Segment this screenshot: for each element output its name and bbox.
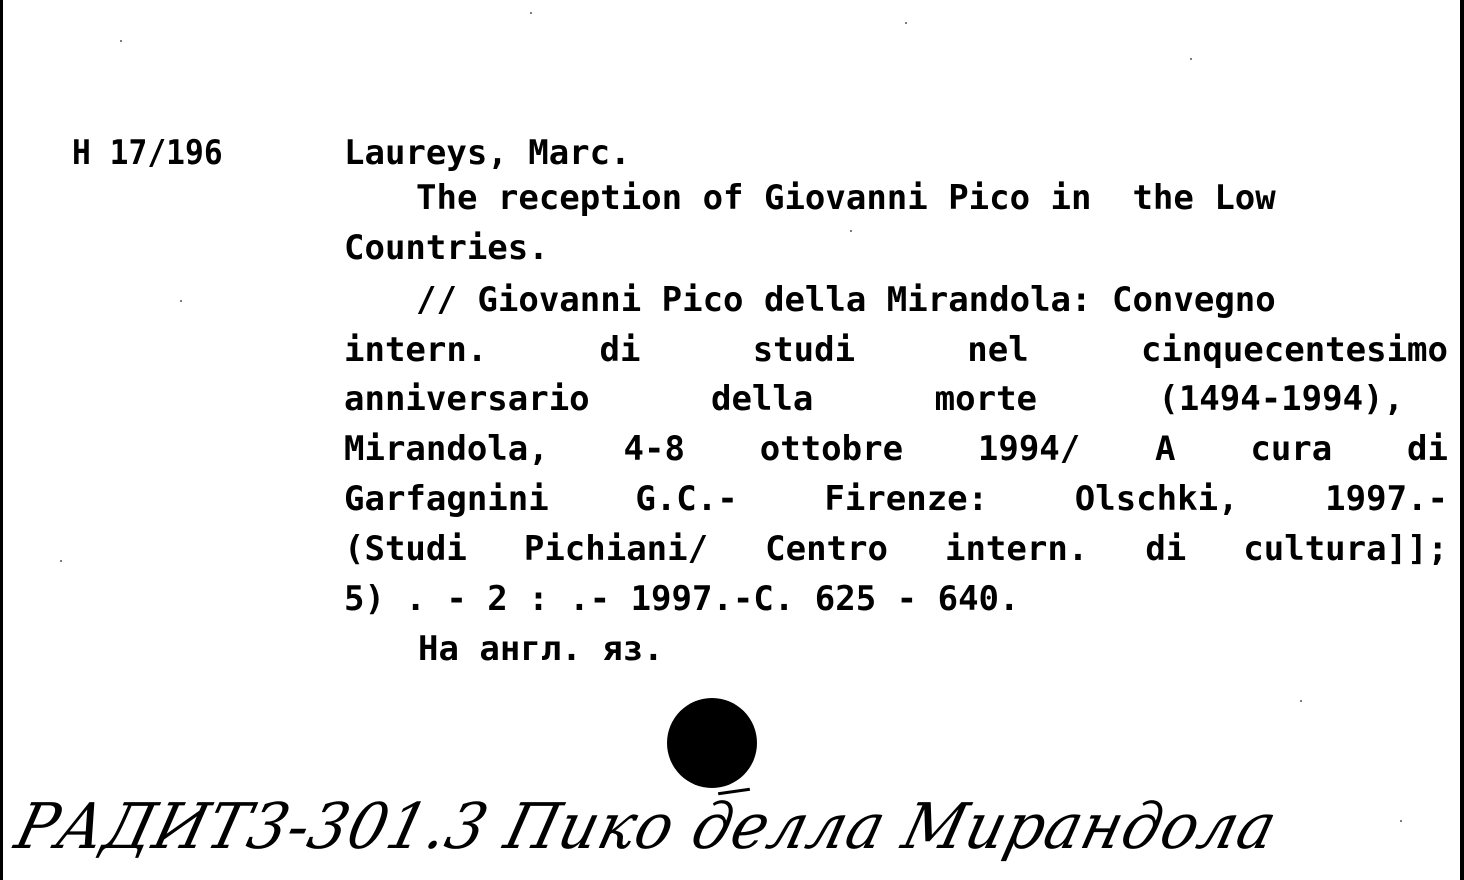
shelfmark: H 17/196 — [72, 133, 223, 173]
source-line-5: Garfagnini G.C.- Firenze: Olschki, 1997.- — [344, 479, 1448, 519]
card-punch-hole — [667, 698, 757, 788]
source-line-1: // Giovanni Pico della Mirandola: Convegno — [416, 280, 1276, 320]
source-line-7: 5) . - 2 : .- 1997.-C. 625 - 640. — [344, 579, 1020, 619]
scan-speck — [1400, 820, 1402, 822]
scan-speck — [1190, 58, 1192, 60]
title-line-2: Countries. — [344, 228, 549, 268]
source-line-6: (Studi Pichiani/ Centro intern. di cultura]]; — [344, 529, 1448, 569]
scan-speck — [60, 560, 62, 562]
scan-speck — [530, 12, 532, 14]
card-left-edge — [0, 0, 3, 880]
scan-speck — [850, 230, 852, 232]
author: Laureys, Marc. — [344, 133, 631, 173]
source-line-3: anniversario della morte (1494-1994), — [344, 379, 1404, 419]
language-note: На англ. яз. — [418, 629, 664, 669]
scan-speck — [180, 300, 182, 302]
card-right-edge — [1460, 0, 1464, 880]
scan-speck — [1300, 700, 1302, 702]
scan-speck — [905, 22, 907, 24]
scan-speck — [120, 40, 122, 42]
source-line-2: intern. di studi nel cinquecentesimo — [344, 330, 1448, 370]
handwritten-note: РАДИТ3-301.3 Пико делла Мирандола — [8, 790, 1285, 864]
title-line-1: The reception of Giovanni Pico in the Low — [416, 178, 1276, 218]
source-line-4: Mirandola, 4-8 ottobre 1994/ A cura di — [344, 429, 1448, 469]
